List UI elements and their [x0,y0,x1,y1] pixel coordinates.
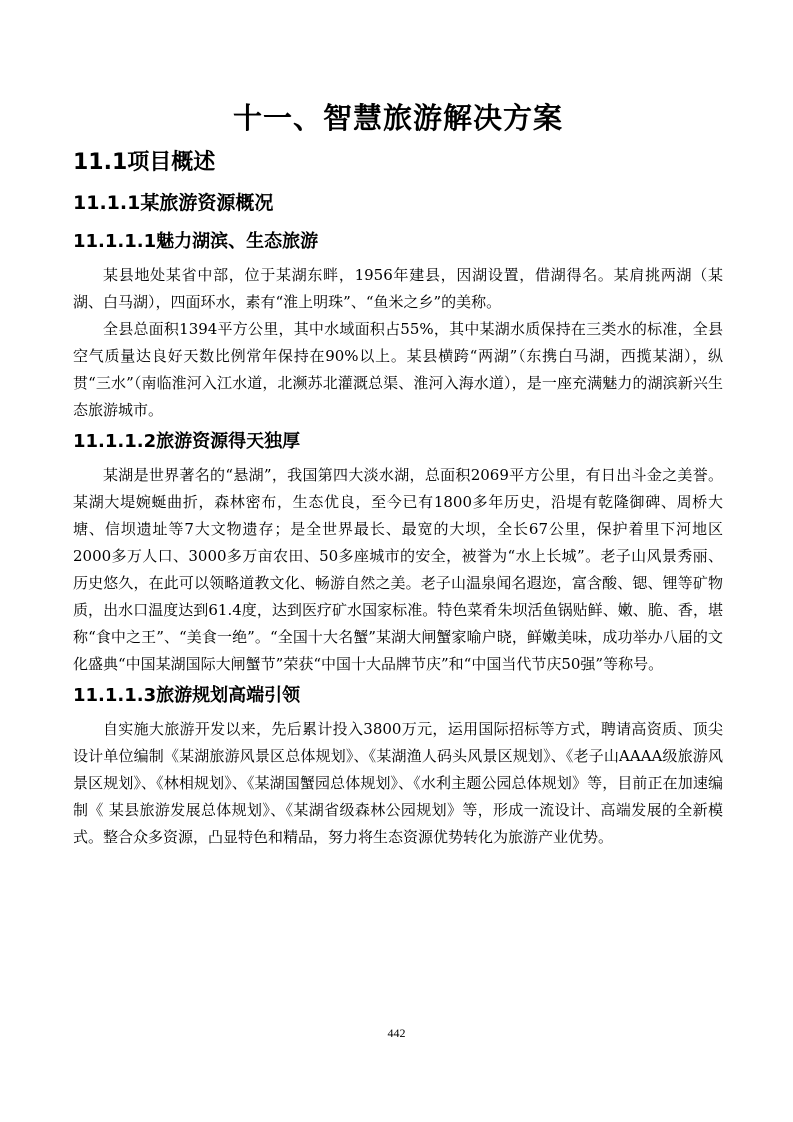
topic-heading: 11.1.1.3旅游规划高端引领 [73,685,301,706]
body-paragraph: 某县地处某省中部，位于某湖东畔，1956年建县，因湖设置，借湖得名。某肩挑两湖（某湖、白马湖），四面环水，素有“淮上明珠”、“鱼米之乡”的美称。 [73,266,723,311]
topic-block [73,682,723,851]
subsection-heading: 11.1.1某旅游资源概况 [73,192,274,214]
page-number: 442 [387,1026,406,1040]
topic-block [73,428,723,678]
topic-heading: 11.1.1.2旅游资源得天独厚 [73,431,301,452]
topic-heading: 11.1.1.1魅力湖滨、生态旅游 [73,231,319,252]
body-paragraph: 某湖是世界著名的“悬湖”，我国第四大淡水湖，总面积2069平方公里，有日出斗金之美誉。某湖大堤婉蜒曲折，森林密布，生态优良，至今已有1800多年历史，沿堤有乾隆御碑、周桥大塘、信坝遗址等7大文物遗存；是全世界最长、最宽的大坝，全长67公里，保护着里下河地区2000多万人口、3000多万亩农田、50多座城市的安全，被誉为“水上长城”。老子山风景秀丽、历史悠久，在此可以领略道教文化、畅游自然之美。老子山温泉闻名遐迩，富含酸、锶、锂等矿物质，出水口温度达到61.4度，达到医疗矿水国家标准。特色菜肴朱坝活鱼锅贴鲜、嫩、脆、香，堪称“食中之王”、“美食一绝”。“全国十大名蟹”某湖大闸蟹家喻户晓，鲜嫩美味，成功举办八届的文化盛典“中国某湖国际大闸蟹节”荣获“中国十大品牌节庆”和“中国当代节庆50强”等称号。 [73,466,723,673]
page-content [73,96,723,851]
topic-block [73,228,723,424]
body-paragraph: 全县总面积1394平方公里，其中水域面积占55%，其中某湖水质保持在三类水的标准，全县空气质量达良好天数比例常年保持在90%以上。某县横跨“两湖”（东携白马湖，西揽某湖），纵贯“三水”（南临淮河入江水道，北濒苏北灌溉总渠、淮河入海水道），是一座充满魅力的湖滨新兴生态旅游城市。 [73,320,723,419]
chapter-title: 十一、智慧旅游解决方案 [232,101,563,135]
body-paragraph: 自实施大旅游开发以来，先后累计投入3800万元，运用国际招标等方式，聘请高资质、顶尖设计单位编制《某湖旅游风景区总体规划》、《某湖渔人码头风景区规划》、《老子山AAAA级旅游风景区规划》、《林相规划》、《某湖国蟹园总体规划》、《水利主题公园总体规划》等，目前正在加速编制《 某县旅游发展总体规划》、《某湖省级森林公园规划》等，形成一流设计、高端发展的全新模式。整合众多资源，凸显特色和精品，努力将生态资源优势转化为旅游产业优势。 [73,720,723,846]
section-heading: 11.1项目概述 [73,150,216,175]
